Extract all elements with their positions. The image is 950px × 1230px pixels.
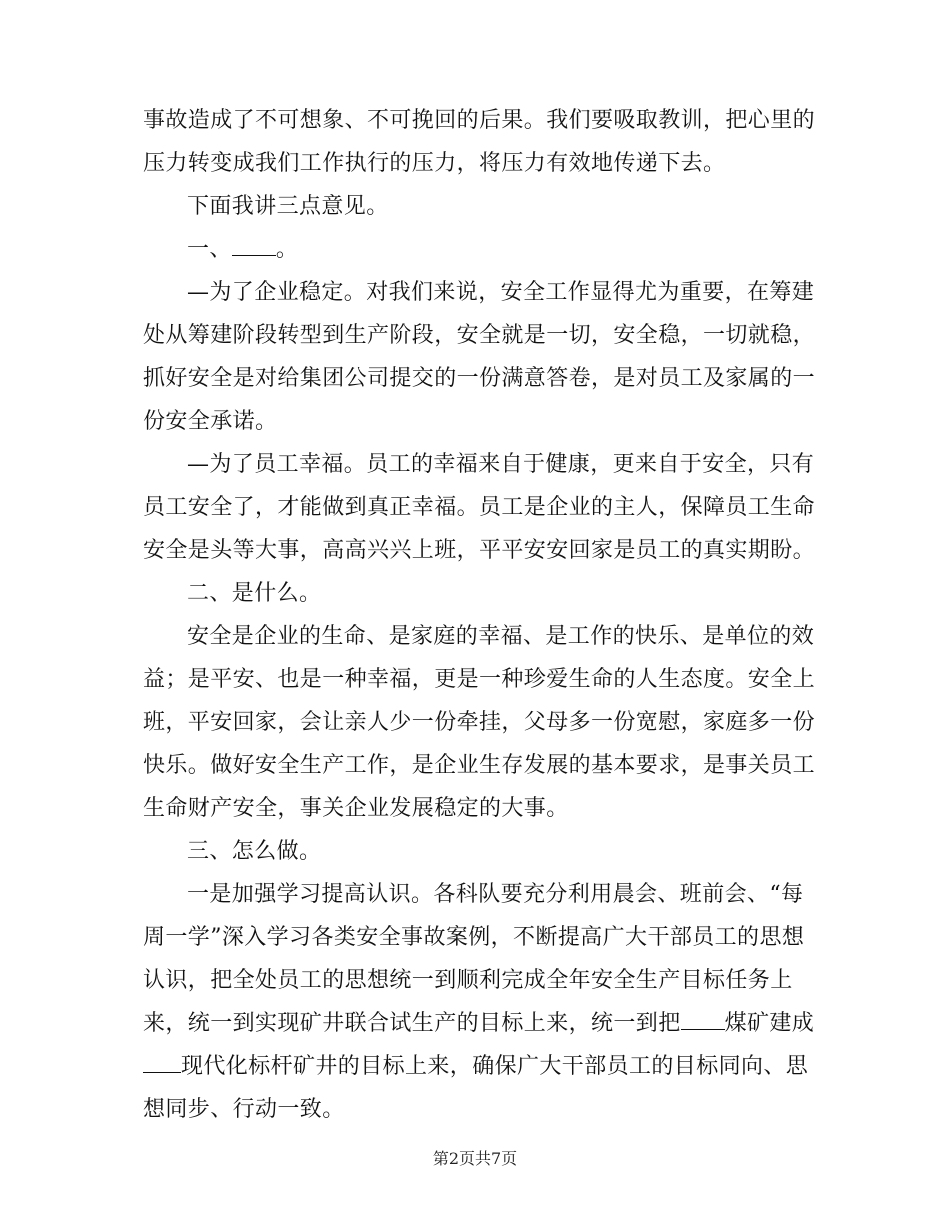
body-line bbox=[143, 1009, 814, 1039]
body-line: 事故造成了不可想象、不可挽回的后果。我们要吸取教训，把心里的 bbox=[143, 108, 816, 133]
body-line: 益；是平安、也是一种幸福，更是一种珍爱生命的人生态度。安全上 bbox=[143, 667, 816, 692]
body-line: —为了员工幸福。员工的幸福来自于健康，更来自于安全，只有 bbox=[187, 452, 815, 477]
body-line: 一是加强学习提高认识。各科队要充分利用晨会、班前会、“每 bbox=[187, 882, 804, 907]
body-line: 生命财产安全，事关企业发展稳定的大事。 bbox=[143, 796, 569, 821]
body-line: 压力转变成我们工作执行的压力，将压力有效地传递下去。 bbox=[143, 151, 726, 176]
body-line: 周一学”深入学习各类安全事故案例，不断提高广大干部员工的思想 bbox=[143, 925, 805, 950]
section-heading-3: 三、怎么做。 bbox=[187, 839, 322, 864]
body-line: 处从筹建阶段转型到生产阶段，安全就是一切，安全稳，一切就稳， bbox=[143, 323, 816, 348]
body-line: 认识，把全处员工的思想统一到顺利完成全年安全生产目标任务上 bbox=[143, 968, 793, 993]
body-line: 下面我讲三点意见。 bbox=[187, 194, 389, 219]
body-line: —为了企业稳定。对我们来说，安全工作显得尤为重要，在筹建 bbox=[187, 280, 815, 305]
line-text: 来，统一到实现矿井联合试生产的目标上来，统一到把 bbox=[143, 1011, 681, 1036]
heading-end: 。 bbox=[275, 237, 299, 262]
body-line: 抓好安全是对给集团公司提交的一份满意答卷，是对员工及家属的一 bbox=[143, 366, 816, 391]
blank-underline bbox=[143, 1052, 181, 1073]
body-line bbox=[143, 1052, 808, 1082]
body-line: 想同步、行动一致。 bbox=[143, 1097, 345, 1122]
body-line: 班，平安回家，会让亲人少一份牵挂，父母多一份宽慰，家庭多一份 bbox=[143, 710, 816, 735]
heading-number: 一、 bbox=[187, 237, 232, 262]
line-text: 煤矿建成 bbox=[724, 1011, 815, 1036]
section-heading-1 bbox=[187, 235, 298, 265]
body-line: 快乐。做好安全生产工作，是企业生存发展的基本要求，是事关员工 bbox=[143, 753, 816, 778]
body-line: 员工安全了，才能做到真正幸福。员工是企业的主人，保障员工生命 bbox=[143, 495, 816, 520]
body-line: 份安全承诺。 bbox=[143, 409, 278, 434]
body-line: 安全是头等大事，高高兴兴上班，平平安安回家是员工的真实期盼。 bbox=[143, 538, 816, 563]
section-heading-2: 二、是什么。 bbox=[187, 581, 322, 606]
body-line: 安全是企业的生命、是家庭的幸福、是工作的快乐、是单位的效 bbox=[187, 624, 815, 649]
page-number: 第2页共7页 bbox=[432, 1149, 518, 1168]
line-text: 现代化标杆矿井的目标上来，确保广大干部员工的目标同向、思 bbox=[181, 1054, 809, 1079]
blank-underline bbox=[232, 235, 276, 256]
blank-underline bbox=[681, 1009, 725, 1030]
